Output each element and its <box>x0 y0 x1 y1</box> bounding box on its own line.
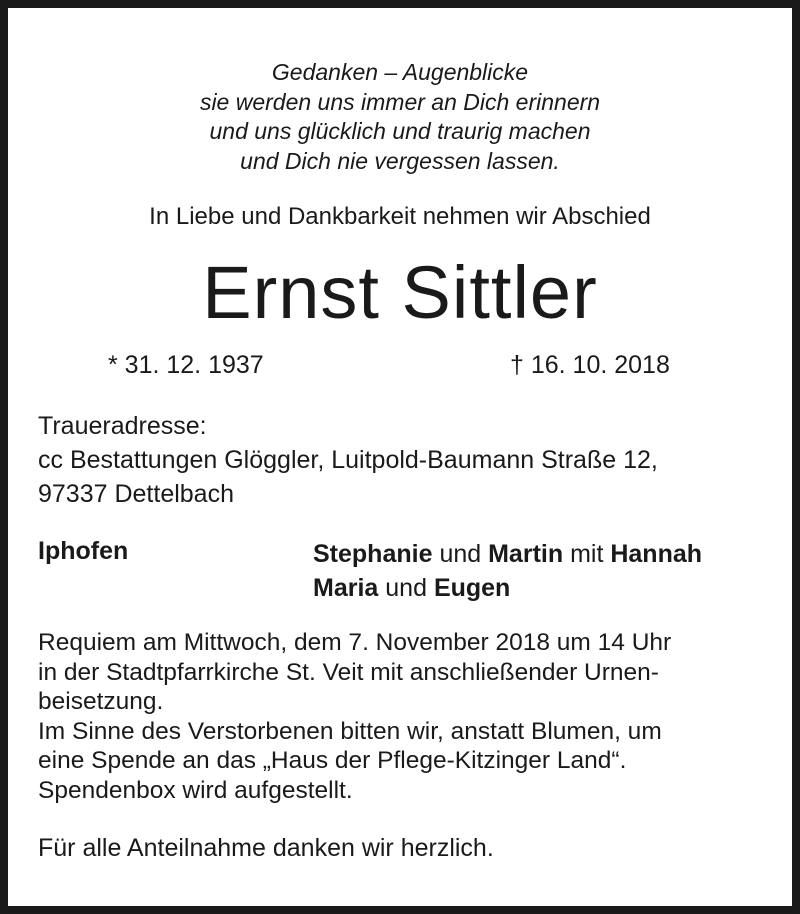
requiem-line: in der Stadtpfarrkirche St. Veit mit anschließender Urnen- <box>38 658 659 686</box>
family-town: Iphofen <box>38 537 129 565</box>
thanks-line: Für alle Anteilnahme danken wir herzlich. <box>38 834 494 862</box>
requiem-line: beisetzung. <box>38 688 164 715</box>
farewell-intro: In Liebe und Dankbarkeit nehmen wir Abschied <box>149 203 651 230</box>
poem-line: sie werden uns immer an Dich erinnern <box>199 88 601 115</box>
requiem-line: Requiem am Mittwoch, dem 7. November 2018 um 14 Uhr <box>38 629 672 656</box>
memorial-poem <box>8 58 792 176</box>
deceased-name: Ernst Sittler <box>202 251 598 334</box>
family-line <box>313 571 773 605</box>
address-line: 97337 Dettelbach <box>38 480 234 508</box>
requiem-details <box>38 628 768 805</box>
family-conjunction: mit <box>570 540 604 568</box>
family-conjunction: und <box>439 540 482 568</box>
family-member-name: Hannah <box>610 540 703 568</box>
mourning-address <box>38 409 758 511</box>
requiem-line: Im Sinne des Verstorbenen bitten wir, anstatt Blumen, um <box>38 717 662 745</box>
family-member-name: Martin <box>488 540 564 568</box>
requiem-line: Spendenbox wird aufgestellt. <box>38 776 353 804</box>
poem-line: Gedanken – Augenblicke <box>271 59 529 85</box>
requiem-line: eine Spende an das „Haus der Pflege-Kitzinger Land“. <box>38 747 627 774</box>
death-date: † 16. 10. 2018 <box>510 351 670 379</box>
family-members <box>313 537 773 605</box>
family-member-name: Maria <box>313 574 379 602</box>
birth-date: * 31. 12. 1937 <box>108 351 264 379</box>
family-conjunction: und <box>385 574 427 602</box>
family-member-name: Stephanie <box>313 540 433 568</box>
poem-line: und uns glücklich und traurig machen <box>209 118 591 144</box>
poem-line: und Dich nie vergessen lassen. <box>240 147 560 174</box>
address-label: Traueradresse: <box>38 412 207 440</box>
address-line: cc Bestattungen Glöggler, Luitpold-Baumann Straße 12, <box>38 446 658 474</box>
family-member-name: Eugen <box>433 574 511 602</box>
family-line <box>313 537 773 571</box>
